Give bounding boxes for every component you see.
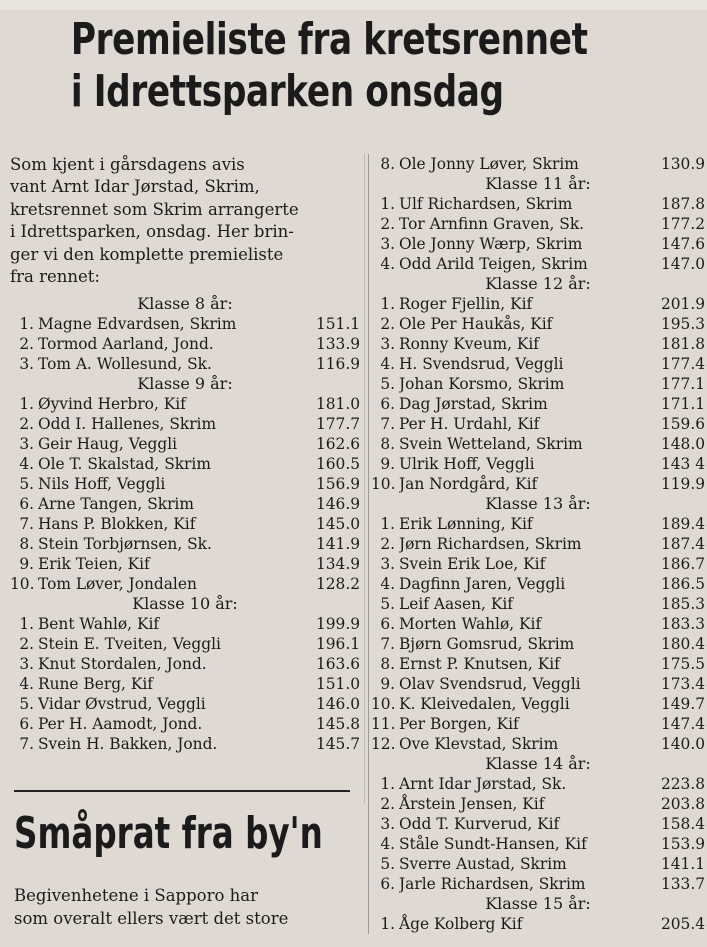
- result-rank: 4.: [380, 575, 395, 593]
- results-column-right: [368, 154, 705, 934]
- result-rank: 1.: [380, 515, 395, 533]
- result-name: Odd I. Hallenes, Skrim: [38, 415, 217, 434]
- result-name: Jarle Richardsen, Skrim: [399, 875, 586, 893]
- result-rank: 4.: [380, 835, 395, 853]
- result-row: [371, 794, 705, 814]
- result-row: [10, 734, 360, 754]
- result-score: 180.4: [660, 635, 705, 653]
- result-score: 128.2: [315, 575, 360, 594]
- result-name: Jan Nordgård, Kif: [399, 475, 538, 493]
- result-score: 133.7: [660, 875, 705, 893]
- result-row: [371, 474, 705, 494]
- result-name: Hans P. Blokken, Kif: [38, 515, 196, 534]
- result-row: [10, 574, 360, 594]
- result-rank: 3.: [19, 435, 34, 454]
- result-rank: 1.: [19, 395, 34, 414]
- result-name: Sverre Austad, Skrim: [399, 855, 567, 873]
- result-score: 156.9: [315, 475, 360, 494]
- result-score: 141.9: [315, 535, 360, 554]
- result-rank: 9.: [19, 555, 34, 574]
- result-score: 162.6: [315, 435, 360, 454]
- result-name: Ole Jonny Løver, Skrim: [399, 155, 579, 173]
- class-heading: Klasse 13 år:: [485, 494, 591, 513]
- result-name: Åge Kolberg Kif: [399, 915, 523, 933]
- result-name: Per Borgen, Kif: [399, 715, 519, 733]
- result-name: Tormod Aarland, Jond.: [38, 335, 214, 354]
- result-rank: 5.: [380, 855, 395, 873]
- result-rank: 3.: [19, 355, 34, 374]
- result-name: Øyvind Herbro, Kif: [38, 395, 186, 414]
- result-row: [10, 474, 360, 494]
- result-score: 116.9: [315, 355, 360, 374]
- result-name: Arne Tangen, Skrim: [38, 495, 194, 514]
- result-score: 140.0: [660, 735, 705, 753]
- result-rank: 7.: [19, 515, 34, 534]
- intro-line: kretsrennet som Skrim arrangerte: [10, 199, 299, 219]
- result-rank: 3.: [19, 655, 34, 674]
- result-rank: 2.: [19, 635, 34, 654]
- intro-line: vant Arnt Idar Jørstad, Skrim,: [10, 177, 260, 197]
- result-rank: 5.: [19, 475, 34, 494]
- result-score: 186.5: [660, 575, 705, 593]
- result-score: 146.0: [315, 695, 360, 714]
- result-row: [371, 314, 705, 334]
- result-row: [371, 254, 705, 274]
- result-row: [371, 574, 705, 594]
- result-score: 177.4: [660, 355, 705, 373]
- result-rank: 12.: [371, 735, 396, 753]
- result-score: 153.9: [660, 835, 705, 853]
- result-name: Rune Berg, Kif: [38, 675, 153, 694]
- result-row: [371, 454, 705, 474]
- result-row: [10, 714, 360, 734]
- headline-line-2: i Idrettsparken onsdag: [70, 66, 504, 117]
- result-score: 195.3: [660, 315, 705, 333]
- results-list-right: [371, 174, 705, 934]
- class-heading: Klasse 12 år:: [485, 274, 591, 293]
- result-row: [371, 654, 705, 674]
- result-rank: 8.: [380, 435, 395, 453]
- class-heading: Klasse 10 år:: [132, 594, 238, 614]
- result-rank: 9.: [380, 675, 395, 693]
- result-score: 147.6: [660, 235, 705, 253]
- result-row: [10, 694, 360, 714]
- result-score: 134.9: [315, 555, 360, 574]
- result-row: [371, 294, 705, 314]
- result-name: Ole Jonny Wærp, Skrim: [399, 235, 583, 253]
- result-rank: 3.: [380, 235, 395, 253]
- result-row: [371, 714, 705, 734]
- result-score: 177.1: [660, 375, 705, 393]
- result-row: [371, 594, 705, 614]
- result-row: [371, 674, 705, 694]
- result-score: 143 4: [660, 455, 705, 473]
- result-rank: 3.: [380, 335, 395, 353]
- result-rank: 1.: [380, 195, 395, 213]
- result-score: 133.9: [315, 335, 360, 354]
- result-name: Roger Fjellin, Kif: [399, 295, 533, 313]
- result-name: Ove Klevstad, Skrim: [399, 735, 559, 753]
- result-rank: 4.: [380, 255, 395, 273]
- result-rank: 2.: [19, 415, 34, 434]
- result-name: Per H. Urdahl, Kif: [399, 415, 540, 433]
- result-name: Nils Hoff, Veggli: [38, 475, 166, 494]
- result-name: Stein E. Tveiten, Veggli: [38, 635, 221, 654]
- result-name: Tom Løver, Jondalen: [38, 575, 197, 594]
- result-rank: 1.: [19, 315, 34, 334]
- result-score: 187.8: [660, 195, 705, 213]
- result-score: 196.1: [315, 635, 360, 654]
- result-score: 147.0: [660, 255, 705, 273]
- result-score: 151.1: [315, 315, 360, 334]
- class-heading: Klasse 14 år:: [485, 754, 591, 773]
- result-name: Arnt Idar Jørstad, Sk.: [399, 775, 567, 793]
- result-score: 173.4: [660, 675, 705, 693]
- result-name: Dagfinn Jaren, Veggli: [399, 575, 566, 593]
- result-rank: 1.: [380, 915, 395, 933]
- result-name: Per H. Aamodt, Jond.: [38, 715, 203, 734]
- result-score: 186.7: [660, 555, 705, 573]
- result-row: [371, 614, 705, 634]
- result-rank: 1.: [380, 775, 395, 793]
- result-score: 183.3: [660, 615, 705, 633]
- result-rank: 8.: [380, 655, 395, 673]
- result-rank: 9.: [380, 455, 395, 473]
- results-continuation: [371, 154, 705, 174]
- result-rank: 2.: [380, 315, 395, 333]
- result-name: Leif Aasen, Kif: [399, 595, 513, 613]
- result-name: Ole Per Haukås, Kif: [399, 315, 553, 333]
- result-row: [371, 874, 705, 894]
- result-row: [371, 354, 705, 374]
- intro-line: ger vi den komplette premieliste: [10, 244, 284, 264]
- result-score: 147.4: [660, 715, 705, 733]
- result-name: Ståle Sundt-Hansen, Kif: [399, 835, 587, 853]
- result-score: 205.4: [660, 915, 705, 933]
- result-score: 158.4: [660, 815, 705, 833]
- result-name: Erik Teien, Kif: [38, 555, 150, 574]
- result-name: Olav Svendsrud, Veggli: [399, 675, 581, 693]
- result-row: [371, 774, 705, 794]
- result-rank: 7.: [19, 735, 34, 754]
- result-rank: 2.: [380, 795, 395, 813]
- result-name: Ernst P. Knutsen, Kif: [399, 655, 560, 673]
- result-rank: 7.: [380, 635, 395, 653]
- result-row: [10, 394, 360, 414]
- result-rank: 5.: [19, 695, 34, 714]
- result-score: 119.9: [660, 475, 705, 493]
- result-row: [371, 814, 705, 834]
- section-body: [14, 884, 352, 930]
- result-rank: 8.: [19, 535, 34, 554]
- result-row: [371, 394, 705, 414]
- class-heading: Klasse 9 år:: [137, 374, 233, 394]
- result-rank: 6.: [380, 395, 395, 413]
- body-line: Begivenhetene i Sapporo har: [14, 886, 259, 905]
- result-rank: 2.: [380, 535, 395, 553]
- headline-line-1: Premieliste fra kretsrennet: [70, 14, 588, 65]
- result-row: [371, 554, 705, 574]
- result-name: Odd Arild Teigen, Skrim: [399, 255, 588, 273]
- result-name: K. Kleivedalen, Veggli: [399, 695, 570, 713]
- result-name: Erik Lønning, Kif: [399, 515, 533, 533]
- result-name: Magne Edvardsen, Skrim: [38, 315, 237, 334]
- result-rank: 10.: [371, 695, 396, 713]
- result-row: [10, 314, 360, 334]
- result-row: [10, 334, 360, 354]
- result-name: Årstein Jensen, Kif: [399, 795, 545, 813]
- paper-edge: [0, 0, 707, 10]
- result-rank: 2.: [380, 215, 395, 233]
- result-row: [371, 334, 705, 354]
- result-row: [10, 674, 360, 694]
- result-name: Tom A. Wollesund, Sk.: [38, 355, 212, 374]
- result-score: 177.2: [660, 215, 705, 233]
- result-name: Johan Korsmo, Skrim: [399, 375, 565, 393]
- column-rule: [364, 154, 365, 804]
- result-row: [371, 214, 705, 234]
- intro-line: Som kjent i gårsdagens avis: [10, 155, 245, 174]
- result-score: 177.7: [315, 415, 360, 434]
- class-heading: Klasse 11 år:: [485, 174, 591, 193]
- result-row: [10, 494, 360, 514]
- result-score: 130.9: [660, 155, 705, 173]
- result-row: [371, 534, 705, 554]
- result-name: Geir Haug, Veggli: [38, 435, 178, 454]
- result-name: Stein Torbjørnsen, Sk.: [38, 535, 212, 554]
- result-rank: 5.: [380, 375, 395, 393]
- result-row: [371, 854, 705, 874]
- result-rank: 8.: [380, 155, 395, 173]
- result-score: 185.3: [660, 595, 705, 613]
- results-column-left: [10, 154, 360, 754]
- result-score: 159.6: [660, 415, 705, 433]
- result-row: [371, 414, 705, 434]
- result-rank: 4.: [380, 355, 395, 373]
- result-row: [10, 414, 360, 434]
- result-name: H. Svendsrud, Veggli: [399, 355, 564, 373]
- result-rank: 4.: [19, 675, 34, 694]
- result-name: Bent Wahlø, Kif: [38, 615, 160, 634]
- section-divider: [14, 790, 350, 792]
- result-row: [10, 654, 360, 674]
- result-score: 163.6: [315, 655, 360, 674]
- result-name: Dag Jørstad, Skrim: [399, 395, 548, 413]
- result-name: Svein Wetteland, Skrim: [399, 435, 583, 453]
- result-row: [371, 154, 705, 174]
- result-score: 223.8: [660, 775, 705, 793]
- result-score: 181.0: [315, 395, 360, 414]
- result-rank: 6.: [19, 495, 34, 514]
- result-name: Tor Arnfinn Graven, Sk.: [399, 215, 585, 233]
- intro-line: fra rennet:: [10, 267, 100, 287]
- result-rank: 6.: [19, 715, 34, 734]
- result-score: 175.5: [660, 655, 705, 673]
- result-row: [10, 454, 360, 474]
- result-rank: 2.: [19, 335, 34, 354]
- result-score: 181.8: [660, 335, 705, 353]
- result-rank: 1.: [380, 295, 395, 313]
- results-list-left: [10, 294, 360, 754]
- result-score: 141.1: [660, 855, 705, 873]
- result-row: [371, 434, 705, 454]
- result-row: [371, 634, 705, 654]
- result-rank: 10.: [371, 475, 396, 493]
- result-name: Bjørn Gomsrud, Skrim: [399, 635, 575, 653]
- result-row: [10, 434, 360, 454]
- result-row: [371, 694, 705, 714]
- result-rank: 4.: [19, 455, 34, 474]
- result-rank: 6.: [380, 875, 395, 893]
- result-row: [371, 234, 705, 254]
- result-row: [371, 514, 705, 534]
- result-score: 146.9: [315, 495, 360, 514]
- result-row: [371, 834, 705, 854]
- result-row: [10, 614, 360, 634]
- result-row: [371, 194, 705, 214]
- intro-paragraph: [10, 154, 360, 288]
- result-row: [371, 374, 705, 394]
- intro-line: i Idrettsparken, onsdag. Her brin-: [10, 222, 294, 242]
- result-score: 145.7: [315, 735, 360, 754]
- result-row: [10, 514, 360, 534]
- result-rank: 7.: [380, 415, 395, 433]
- result-row: [10, 634, 360, 654]
- result-name: Odd T. Kurverud, Kif: [399, 815, 560, 833]
- result-score: 151.0: [315, 675, 360, 694]
- result-name: Ulrik Hoff, Veggli: [399, 455, 535, 473]
- result-name: Svein H. Bakken, Jond.: [38, 735, 218, 754]
- result-row: [10, 534, 360, 554]
- class-heading: Klasse 15 år:: [485, 894, 591, 913]
- result-score: 149.7: [660, 695, 705, 713]
- result-score: 187.4: [660, 535, 705, 553]
- section-headline: Småprat fra by'n: [14, 808, 323, 859]
- result-score: 148.0: [660, 435, 705, 453]
- result-score: 145.0: [315, 515, 360, 534]
- result-name: Ole T. Skalstad, Skrim: [38, 455, 211, 474]
- result-name: Ronny Kveum, Kif: [399, 335, 539, 353]
- result-score: 203.8: [660, 795, 705, 813]
- result-name: Ulf Richardsen, Skrim: [399, 195, 573, 213]
- result-name: Knut Stordalen, Jond.: [38, 655, 207, 674]
- result-score: 160.5: [315, 455, 360, 474]
- body-line: som overalt ellers vært det store: [14, 909, 289, 928]
- result-row: [10, 354, 360, 374]
- result-rank: 10.: [10, 575, 35, 594]
- result-rank: 6.: [380, 615, 395, 633]
- result-score: 199.9: [315, 615, 360, 634]
- result-rank: 3.: [380, 815, 395, 833]
- result-score: 145.8: [315, 715, 360, 734]
- result-rank: 1.: [19, 615, 34, 634]
- result-name: Svein Erik Loe, Kif: [399, 555, 546, 573]
- result-row: [371, 914, 705, 934]
- result-rank: 3.: [380, 555, 395, 573]
- result-score: 171.1: [660, 395, 705, 413]
- result-score: 201.9: [660, 295, 705, 313]
- result-row: [10, 554, 360, 574]
- result-row: [371, 734, 705, 754]
- result-name: Morten Wahlø, Kif: [399, 615, 542, 633]
- result-rank: 11.: [371, 715, 396, 733]
- result-score: 189.4: [660, 515, 705, 533]
- result-name: Vidar Øvstrud, Veggli: [38, 695, 206, 714]
- result-name: Jørn Richardsen, Skrim: [399, 535, 582, 553]
- class-heading: Klasse 8 år:: [137, 294, 233, 314]
- headline: [10, 14, 588, 118]
- result-rank: 5.: [380, 595, 395, 613]
